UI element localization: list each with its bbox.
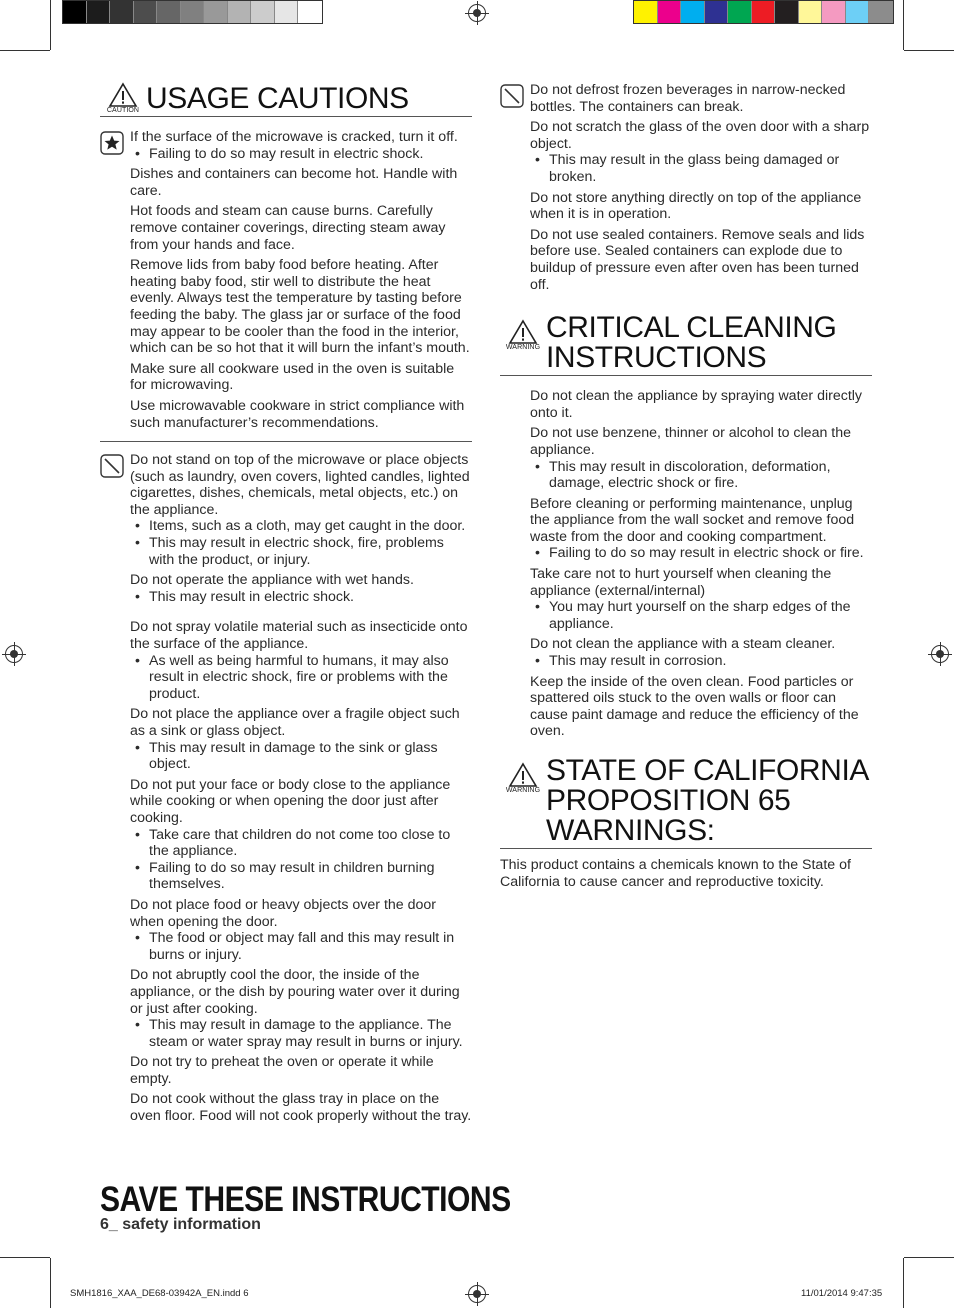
registration-mark-icon	[931, 645, 949, 663]
instruction-text: Make sure all cookware used in the oven is suitable for microwaving.	[130, 360, 455, 394]
crop-mark	[904, 50, 954, 51]
color-swatch	[181, 1, 205, 23]
instruction-item	[530, 119, 872, 185]
instruction-bullet: • This may result in corrosion.	[530, 653, 872, 670]
instruction-item	[130, 257, 472, 357]
instruction-item	[530, 566, 872, 632]
important-star-icon	[100, 131, 124, 155]
instruction-item	[130, 897, 472, 963]
prohibited-icon	[500, 84, 524, 108]
instruction-text: Do not clean the appliance by spraying water directly onto it.	[530, 388, 863, 421]
crop-mark	[904, 1257, 954, 1258]
color-swatch	[869, 1, 893, 23]
instruction-item	[130, 777, 472, 893]
critical-cleaning-title	[546, 313, 836, 373]
slug-timestamp: 11/01/2014 9:47:35	[801, 1288, 883, 1299]
instruction-text: Hot foods and steam can cause burns. Carefully remove container coverings, directing steam away from your hands and face.	[130, 203, 446, 253]
color-swatch	[87, 1, 111, 23]
color-swatch	[846, 1, 870, 23]
instruction-text: Do not spray volatile material such as insecticide onto the surface of the appliance.	[130, 619, 468, 653]
usage-cautions-heading	[100, 78, 472, 117]
instruction-bullet: • This may result in damage to the appliance. The steam or water spray may result in burns or injury.	[130, 1017, 472, 1050]
instruction-text: Remove lids from baby food before heating. After heating baby food, stir well to distribute the heat evenly. Always test the temperature by tasting before feeding the baby. The glass jar or surface of the food may appear to be cooler than the food in the interior, which can be so hot that it will burn the infant’s mouth.	[130, 257, 470, 357]
instruction-text: Do not use benzene, thinner or alcohol to clean the appliance.	[530, 425, 852, 458]
warning-symbol-label: WARNING	[505, 787, 541, 794]
instruction-text: Do not store anything directly on top of the appliance when it is in operation.	[530, 189, 862, 223]
color-swatch	[658, 1, 682, 23]
instruction-item	[130, 129, 472, 162]
caution-triangle-icon	[108, 82, 138, 108]
color-swatch	[752, 1, 776, 23]
color-swatch	[251, 1, 275, 23]
crop-mark	[903, 1258, 904, 1308]
registration-mark-icon	[468, 1285, 486, 1303]
instruction-bullet: • This may result in damage to the sink or glass object.	[130, 740, 472, 773]
registration-mark-icon	[5, 645, 23, 663]
warning-symbol	[500, 319, 546, 351]
prop65-title-line1: STATE OF CALIFORNIA	[546, 754, 869, 787]
color-swatch	[204, 1, 228, 23]
prop65-text: This product contains a chemicals known to the State of California to cause cancer and reproductive toxicity.	[500, 857, 851, 890]
instruction-bullet: • Failing to do so may result in electric shock or fire.	[530, 545, 872, 562]
instruction-item	[530, 227, 872, 293]
instruction-item	[530, 82, 872, 115]
prop65-heading	[500, 756, 872, 849]
warning-triangle-icon	[508, 762, 538, 788]
instruction-item	[130, 572, 472, 605]
instruction-bullet: • This may result in electric shock.	[130, 589, 472, 606]
instruction-text: Keep the inside of the oven clean. Food particles or spattered oils stuck to the oven walls or floor can cause paint damage and reduce the efficiency of the oven.	[530, 673, 859, 740]
process-color-bar	[633, 0, 894, 24]
instruction-text: Do not clean the appliance with a steam cleaner.	[530, 636, 836, 653]
save-instructions-title: SAVE THESE INSTRUCTIONS	[100, 1180, 511, 1219]
instruction-text: Do not abruptly cool the door, the inside of the appliance, or the dish by pouring water over it during or just after cooking.	[130, 967, 460, 1017]
crop-mark	[50, 0, 51, 50]
instruction-text: Do not place the appliance over a fragile object such as a sink or glass object.	[130, 706, 460, 739]
instruction-item	[130, 361, 472, 394]
color-swatch	[134, 1, 158, 23]
color-swatch	[681, 1, 705, 23]
critical-cleaning-heading	[500, 313, 872, 376]
color-swatch	[705, 1, 729, 23]
instruction-bullet: • This may result in the glass being damaged or broken.	[530, 152, 872, 185]
instruction-item	[130, 166, 472, 199]
color-swatch	[822, 1, 846, 23]
instruction-bullet: • Failing to do so may result in electric shock.	[130, 146, 472, 163]
color-swatch	[799, 1, 823, 23]
color-swatch	[228, 1, 252, 23]
instruction-bullet: • Items, such as a cloth, may get caught in the door.	[130, 518, 472, 535]
instruction-bullet: • You may hurt yourself on the sharp edges of the appliance.	[530, 599, 872, 632]
instruction-text: Do not scratch the glass of the oven door with a sharp object.	[530, 119, 870, 152]
color-swatch	[634, 1, 658, 23]
prop65-title	[546, 756, 869, 846]
instruction-item	[130, 452, 472, 568]
instruction-text: Do not defrost frozen beverages in narrow-necked bottles. The containers can break.	[530, 82, 846, 115]
instruction-text: Do not use sealed containers. Remove seals and lids before use. Sealed containers can explode due to buildup of pressure even after oven has been turned off.	[530, 226, 865, 293]
warning-symbol	[500, 762, 546, 794]
caution-group-handling	[100, 129, 472, 442]
instruction-text: Do not place food or heavy objects over the door when opening the door.	[130, 896, 437, 930]
prop65-title-line2: PROPOSITION 65	[546, 784, 791, 817]
color-swatch	[157, 1, 181, 23]
instruction-text: Do not put your face or body close to the appliance while cooking or when opening the door just after cooking.	[130, 776, 451, 826]
instruction-text: Do not cook without the glass tray in place on the oven floor. Food will not cook properly without the tray.	[130, 1091, 472, 1125]
critical-cleaning-title-line2: INSTRUCTIONS	[546, 341, 767, 375]
instruction-bullet: • Failing to do so may result in children burning themselves.	[130, 860, 472, 893]
instruction-text: Before cleaning or performing maintenance, unplug the appliance from the wall socket and remove food waste from the door and cooking compartment.	[530, 495, 855, 545]
instruction-item	[130, 203, 472, 253]
instruction-item	[530, 425, 872, 491]
instruction-item	[130, 1091, 472, 1124]
instruction-item	[130, 967, 472, 1050]
instruction-text: Take care not to hurt yourself when cleaning the appliance (external/internal)	[530, 566, 832, 599]
caution-group-prohibited	[100, 452, 472, 1125]
right-column	[500, 78, 872, 890]
instruction-item	[130, 706, 472, 772]
crop-mark	[0, 1257, 50, 1258]
caution-group-containers	[500, 82, 872, 293]
instruction-text: Do not stand on top of the microwave or place objects (such as laundry, oven covers, lighted candles, lighted cigarettes, dishes, chemicals, metal objects, etc.) on the appliance.	[130, 452, 470, 518]
registration-mark-icon	[468, 4, 486, 22]
instruction-bullet: • The food or object may fall and this may result in burns or injury.	[130, 930, 472, 963]
warning-triangle-icon	[508, 319, 538, 345]
color-swatch	[63, 1, 87, 23]
color-swatch	[775, 1, 799, 23]
color-swatch	[728, 1, 752, 23]
warning-symbol-label: WARNING	[505, 344, 541, 352]
gray-color-bar	[62, 0, 323, 24]
instruction-text: Do not try to preheat the oven or operate it while empty.	[130, 1054, 434, 1087]
instruction-text: If the surface of the microwave is cracked, turn it off.	[130, 129, 458, 145]
instruction-text: Use microwavable cookware in strict compliance with such manufacturer’s recommendations.	[130, 397, 465, 431]
left-column	[100, 78, 472, 1129]
prop65-title-line3: WARNINGS:	[546, 814, 715, 847]
instruction-item	[130, 398, 472, 431]
crop-mark	[903, 0, 904, 50]
instruction-item	[130, 1054, 472, 1087]
color-swatch	[110, 1, 134, 23]
instruction-item	[530, 388, 872, 421]
crop-mark	[0, 50, 50, 51]
instruction-text: Dishes and containers can become hot. Handle with care.	[130, 166, 458, 199]
caution-symbol-label: CAUTION	[106, 107, 140, 114]
crop-mark	[50, 1258, 51, 1308]
instruction-bullet: • As well as being harmful to humans, it may also result in electric shock, fire or problems with the product.	[130, 653, 472, 703]
prohibited-icon	[100, 454, 124, 478]
instruction-item	[130, 619, 472, 702]
instruction-bullet: • This may result in discoloration, deformation, damage, electric shock or fire.	[530, 459, 872, 492]
instruction-item	[530, 190, 872, 223]
color-swatch	[298, 1, 322, 23]
color-swatch	[275, 1, 299, 23]
instruction-bullet: • Take care that children do not come too close to the appliance.	[130, 827, 472, 860]
critical-cleaning-title-line1: CRITICAL CLEANING	[546, 311, 837, 345]
instruction-text: Do not operate the appliance with wet hands.	[130, 572, 414, 589]
usage-cautions-title: USAGE CAUTIONS	[146, 82, 409, 115]
slug-file-name: SMH1816_XAA_DE68-03942A_EN.indd 6	[70, 1288, 249, 1299]
instruction-item	[530, 636, 872, 669]
cleaning-instructions	[500, 388, 872, 740]
instruction-bullet: • This may result in electric shock, fire, problems with the product, or injury.	[130, 535, 472, 568]
instruction-item	[530, 496, 872, 562]
caution-symbol	[100, 82, 146, 114]
page-label: 6_ safety information	[100, 1216, 261, 1233]
instruction-item	[530, 674, 872, 740]
